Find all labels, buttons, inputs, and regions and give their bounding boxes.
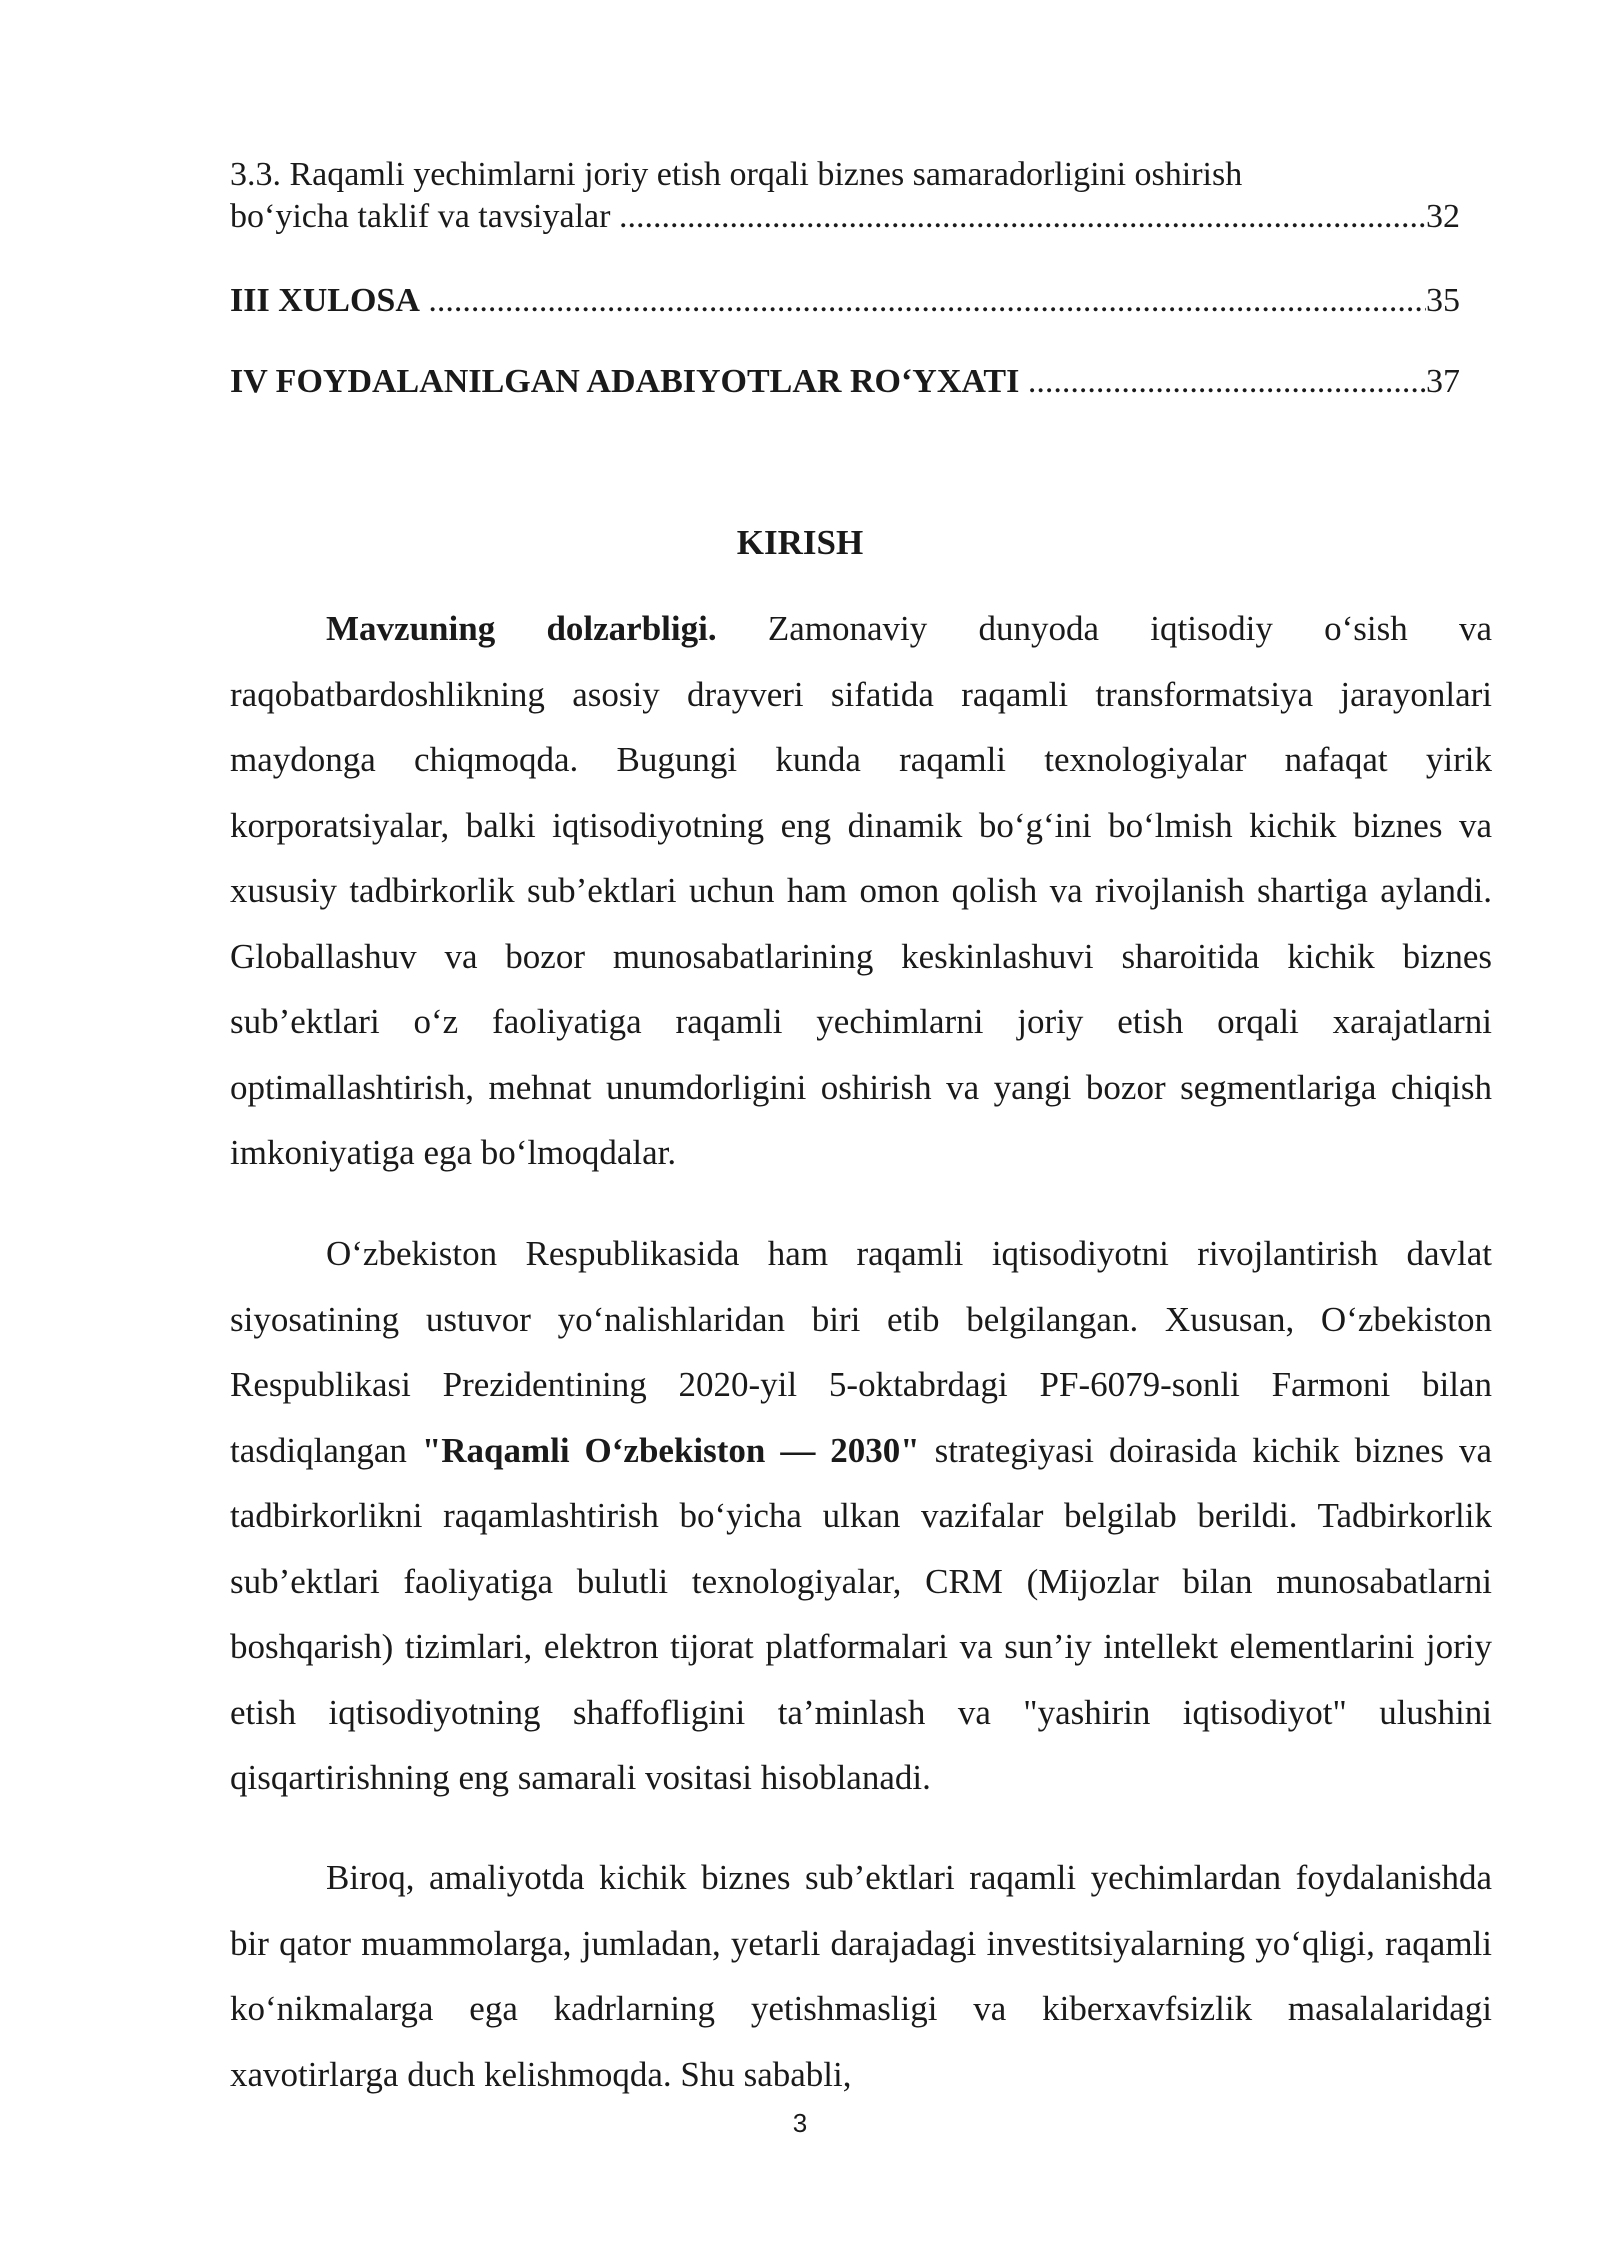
paragraph-state-policy — [230, 1221, 1492, 1811]
paragraph-lead-relevance: Mavzuning dolzarbligi. — [326, 609, 717, 648]
paragraph-challenges — [230, 1845, 1492, 2107]
toc-leader-dots — [1019, 361, 1426, 403]
strategy-name: "Raqamli O‘zbekiston — 2030" — [421, 1430, 920, 1470]
page-number: 3 — [792, 2108, 808, 2138]
toc-item-3-3-title-part1: 3.3. Raqamli yechimlarni joriy etish orqali biznes samaradorligini oshirish — [230, 156, 1243, 193]
table-of-contents — [230, 154, 1460, 238]
paragraph-state-policy-text-1: O‘zbekiston Respublikasida ham raqamli iqtisodiyotni rivojlantirish davlat siyosatining ustuvor yo‘nalishlaridan biri etib belgilangan. Xususan, O‘zbekiston Respublikasi Prezidentining 2020-yil 5-oktabrdagi PF-6079-sonli Farmoni bilan tasdiqlangan — [230, 1234, 1492, 1470]
toc-item-3-3-title-part2: bo‘yicha taklif va tavsiyalar — [230, 198, 611, 235]
toc-references-page: 37 — [1426, 363, 1460, 400]
paragraph-relevance-text: Zamonaviy dunyoda iqtisodiy o‘sish va raqobatbardoshlikning asosiy drayveri sifatida raqamli transformatsiya jarayonlari maydonga chiqmoqda. Bugungi kunda raqamli texnologiyalar nafaqat yirik korporatsiyalar, balki iqtisodiyotning eng dinamik bo‘g‘ini bo‘lmish kichik biznes va xususiy tadbirkorlik sub’ektlari uchun ham omon qolish va rivojlanish shartiga aylandi. Globallashuv va bozor munosabatlarining keskinlashuvi sharoitida kichik biznes sub’ektlari o‘z faoliyatiga raqamli yechimlarni joriy etish orqali xarajatlarni optimallashtirish, mehnat unumdorligini oshirish va yangi bozor segmentlariga chiqish imkoniyatiga ega bo‘lmoqdalar. — [230, 609, 1492, 1172]
toc-conclusion-label: III XULOSA — [230, 282, 420, 319]
toc-leader-dots — [420, 280, 1426, 322]
toc-conclusion — [230, 280, 1460, 322]
toc-item-3-3-page: 32 — [1426, 198, 1460, 235]
toc-references-line — [230, 361, 1460, 403]
toc-leader-dots — [610, 196, 1426, 238]
toc-item-3-3-line2 — [230, 196, 1460, 238]
toc-conclusion-line — [230, 280, 1460, 322]
paragraph-relevance — [230, 596, 1492, 1186]
toc-item-3-3-line1 — [230, 154, 1460, 196]
section-heading-kirish: KIRISH — [736, 523, 864, 562]
paragraph-state-policy-text-2: strategiyasi doirasida kichik biznes va tadbirkorlikni raqamlashtirish bo‘yicha ulkan vazifalar belgilab berildi. Tadbirkorlik sub’ektlari faoliyatiga bulutli texnologiyalar, CRM (Mijozlar bilan munosabatlarni boshqarish) tizimlari, elektron tijorat platformalari va sun’iy intellekt elementlarini joriy etish iqtisodiyotning shaffofligini ta’minlash va "yashirin iqtisodiyot" ulushini qisqartirishning eng samarali vositasi hisoblanadi. — [230, 1430, 1492, 1797]
toc-conclusion-page: 35 — [1426, 282, 1460, 319]
toc-references-label: IV FOYDALANILGAN ADABIYOTLAR RO‘YXATI — [230, 363, 1020, 400]
paragraph-challenges-text: Biroq, amaliyotda kichik biznes sub’ektlari raqamli yechimlardan foydalanishda bir qator muammolarga, jumladan, yetarli darajadagi investitsiyalarning yo‘qligi, raqamli ko‘nikmalarga ega kadrlarning yetishmasligi va kiberxavfsizlik masalalaridagi xavotirlarga duch kelishmoqda. Shu sababli, — [230, 1858, 1492, 2094]
toc-references — [230, 361, 1460, 403]
